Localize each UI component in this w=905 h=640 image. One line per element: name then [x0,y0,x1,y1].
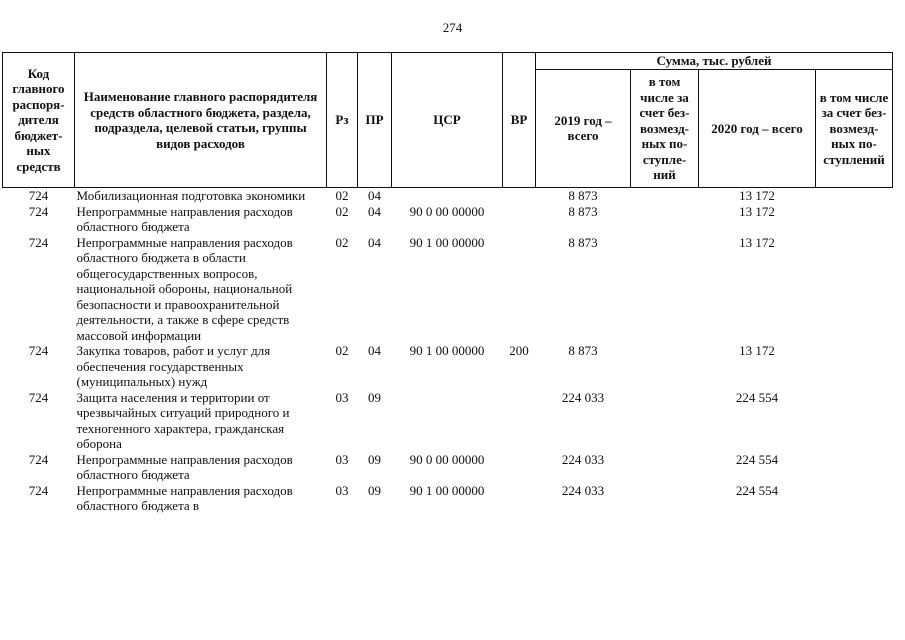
cell-2019-free [631,483,699,514]
cell-csr: 90 1 00 00000 [409,482,485,498]
cell-vr [503,235,536,344]
cell-vr [503,204,536,235]
cell-code: 724 [28,389,49,405]
cell-csr [392,188,503,204]
cell-vr [503,188,536,204]
cell-2019-free [631,204,699,235]
cell-code: 724 [28,203,49,219]
cell-2020-free [816,188,893,204]
cell-2020-free [816,452,893,483]
cell-pr: 04 [368,188,381,203]
table-row [3,235,893,344]
cell-2019-free [631,390,699,452]
cell-vr [503,452,536,483]
table-header [3,53,893,188]
table-body [3,188,893,514]
page-number: 274 [442,20,463,35]
cell-2019-total: 224 033 [561,451,605,467]
cell-rz: 02 [335,234,349,250]
header-2020-total: 2020 год – всего [699,69,816,188]
cell-2020-free [816,235,893,344]
table-row [3,452,893,483]
header-sum-group: Сумма, тыс. рублей [536,53,893,70]
cell-name: Непрограммные направления расходов областного бюджета [76,203,293,234]
header-name: Наименование главного распорядителя средств областного бюджета, раздела, подраздела, целевой статьи, группы видов расходов [75,53,327,188]
table-row [3,188,893,204]
cell-rz: 02 [335,188,349,203]
cell-2020-free [816,390,893,452]
header-2020-free: в том числе за счет без-возмезд-ных по-ступлений [816,69,893,188]
cell-pr: 04 [368,343,381,358]
cell-rz: 02 [335,203,349,219]
cell-2019-total: 8 873 [568,343,598,358]
cell-csr [392,390,503,452]
cell-code: 724 [28,343,49,358]
header-code: Код главного распоря-дителя бюджет-ных средств [3,53,75,188]
header-pr: ПР [358,53,392,188]
cell-name: Закупка товаров, работ и услуг для обеспечения государственных (муниципальных) нужд [76,343,271,389]
cell-name: Непрограммные направления расходов областного бюджета [76,451,293,482]
cell-code: 724 [28,234,49,250]
cell-csr: 90 1 00 00000 [409,234,485,250]
header-rz: Рз [327,53,358,188]
table-row [3,343,893,390]
cell-2020-total: 13 172 [739,188,775,203]
cell-2020-total: 13 172 [739,203,775,219]
cell-2019-total: 8 873 [568,188,598,203]
cell-2019-free [631,188,699,204]
cell-2020-free [816,343,893,390]
cell-vr: 200 [509,343,529,358]
cell-2019-total: 224 033 [561,389,605,405]
cell-2020-total: 13 172 [739,343,775,358]
cell-pr: 09 [368,482,381,498]
cell-rz: 03 [335,389,349,405]
header-vr: ВР [503,53,536,188]
cell-vr [503,483,536,514]
cell-csr: 90 0 00 00000 [409,203,485,219]
cell-code: 724 [28,188,49,203]
cell-2020-total: 224 554 [735,482,779,498]
cell-2020-total: 224 554 [735,389,779,405]
cell-2020-total: 13 172 [739,234,775,250]
cell-2019-free [631,452,699,483]
cell-code: 724 [28,482,49,498]
cell-pr: 09 [368,389,381,405]
cell-name: Непрограммные направления расходов областного бюджета в [76,482,293,513]
cell-rz: 02 [335,343,349,358]
cell-rz: 03 [335,451,349,467]
cell-2019-total: 8 873 [568,203,598,219]
cell-name: Мобилизационная подготовка экономики [76,188,306,203]
cell-2019-total: 224 033 [561,482,605,498]
cell-pr: 04 [368,203,381,219]
header-2019-total: 2019 год – всего [536,69,631,188]
cell-2019-free [631,235,699,344]
cell-2020-total: 224 554 [735,451,779,467]
cell-name: Непрограммные направления расходов областного бюджета в области общегосударственных вопросов, национальной обороны, национальной безопасности и правоохранительной деятельности, а также в сфере средств массовой информации [76,234,293,343]
cell-name: Защита населения и территории от чрезвычайных ситуаций природного и техногенного характера, гражданская оборона [76,389,290,451]
cell-rz: 03 [335,482,349,498]
cell-pr: 04 [368,234,381,250]
cell-vr [503,390,536,452]
cell-2020-free [816,483,893,514]
cell-2019-total: 8 873 [568,234,598,250]
header-csr: ЦСР [392,53,503,188]
cell-code: 724 [28,451,49,467]
table-row [3,483,893,514]
header-2019-free: в том числе за счет без-возмезд-ных по-ступле-ний [631,69,699,188]
cell-csr: 90 0 00 00000 [409,451,485,467]
cell-2019-free [631,343,699,390]
cell-pr: 09 [368,451,381,467]
budget-table [2,52,893,514]
table-row [3,204,893,235]
cell-csr: 90 1 00 00000 [409,343,485,358]
cell-2020-free [816,204,893,235]
table-row [3,390,893,452]
